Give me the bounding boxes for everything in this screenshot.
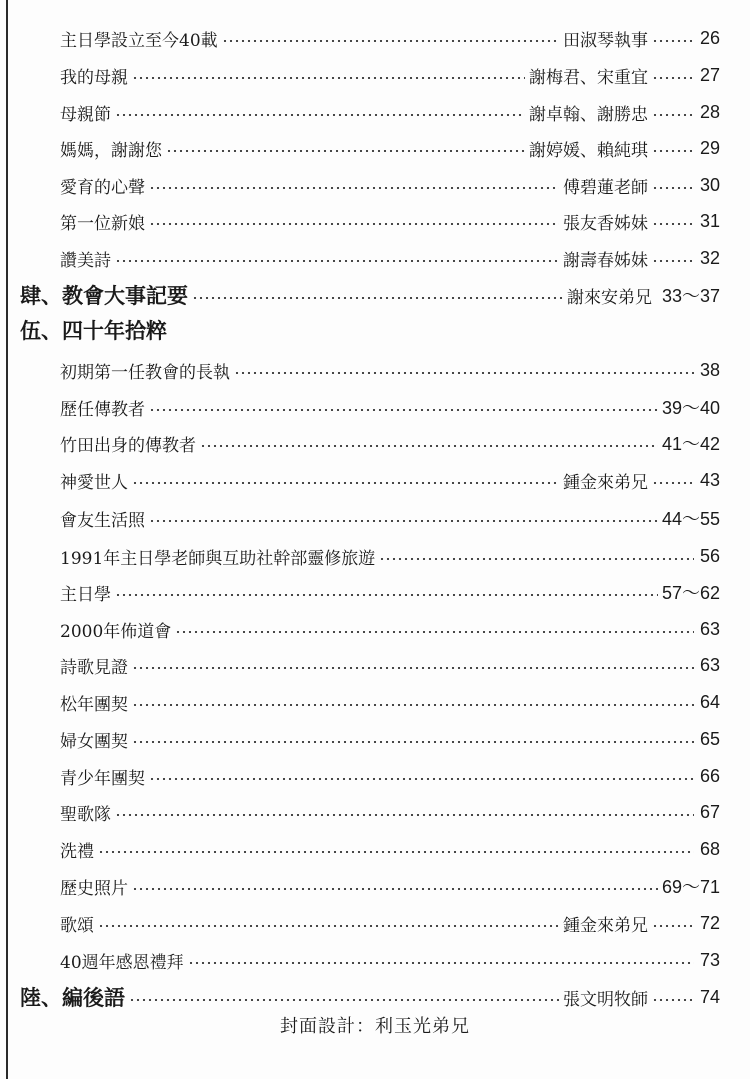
toc-entry-title: 主日學設立至今40載	[60, 30, 218, 51]
dot-leader	[115, 260, 559, 262]
toc-entry-row	[60, 758, 720, 794]
toc-entry-title: 初期第一任教會的長執	[60, 362, 230, 383]
toc-page-number: 57～62	[661, 583, 720, 603]
toc-page-number: 38	[699, 359, 720, 380]
toc-entry-row	[60, 57, 720, 93]
toc-entry-title: 神愛世人	[60, 472, 128, 493]
toc-entry-author: 鍾金來弟兄	[563, 472, 648, 493]
toc-entry-title: 詩歌見證	[60, 657, 128, 678]
toc-entry-row	[60, 500, 720, 536]
toc-entry-row	[60, 94, 720, 130]
toc-entry-author: 張友香姊妹	[563, 213, 648, 234]
dot-leader	[149, 520, 658, 522]
toc-entry-row	[60, 425, 720, 461]
dot-leader	[149, 187, 559, 189]
toc-entry-row	[60, 203, 720, 239]
toc-page-number: 32	[699, 247, 720, 268]
toc-entry-row	[60, 130, 720, 166]
dot-leader	[200, 445, 658, 447]
toc-page-number: 43	[699, 469, 720, 490]
toc-entry-row	[60, 240, 720, 276]
toc-entry-author: 鍾金來弟兄	[563, 915, 648, 936]
toc-entry-row	[60, 868, 720, 904]
dot-leader	[166, 150, 525, 152]
toc-entry-author: 謝梅君、宋重宜	[529, 67, 648, 88]
dot-leader-trailing	[652, 77, 692, 79]
toc-page-number: 72	[699, 912, 720, 933]
toc-section-title: 伍、四十年拾粹	[20, 319, 167, 343]
dot-leader-trailing	[652, 150, 692, 152]
dot-leader	[132, 741, 694, 743]
toc-entry-title: 青少年團契	[60, 768, 145, 789]
toc-entry-title: 母親節	[60, 104, 111, 125]
toc-entry-row	[60, 831, 720, 867]
toc-entry-row	[60, 389, 720, 425]
toc-entry-author: 謝婷媛、賴純琪	[529, 140, 648, 161]
toc-page-number: 28	[699, 101, 720, 122]
toc-page-number: 27	[699, 64, 720, 85]
toc-section-title: 陸、編後語	[20, 986, 125, 1010]
toc-page-number: 33～37	[661, 286, 720, 306]
dot-leader	[98, 851, 694, 853]
toc-page-number: 69～71	[661, 877, 720, 897]
toc-section-row	[20, 277, 720, 313]
dot-leader	[132, 77, 525, 79]
toc-section-title: 肆、教會大事記要	[20, 284, 188, 308]
toc-entry-author: 謝卓翰、謝勝忠	[529, 104, 648, 125]
toc-entry-row	[60, 20, 720, 56]
toc-entry-row	[60, 538, 720, 574]
dot-leader	[115, 114, 525, 116]
dot-leader	[129, 999, 559, 1001]
toc-entry-title: 愛育的心聲	[60, 177, 145, 198]
cover-design-credit: 封面設計：利玉光弟兄	[280, 1016, 470, 1037]
toc-entry-author: 謝來安弟兄	[566, 287, 652, 308]
toc-entry-author: 謝壽春姊妹	[563, 250, 648, 271]
toc-page-number: 73	[699, 949, 720, 970]
dot-leader	[149, 778, 694, 780]
dot-leader	[175, 631, 694, 633]
dot-leader	[132, 704, 694, 706]
toc-page-number: 68	[699, 838, 720, 859]
dot-leader-trailing	[652, 999, 692, 1001]
toc-page-number: 41～42	[661, 434, 720, 454]
toc-entry-row	[60, 684, 720, 720]
toc-page-number: 65	[699, 728, 720, 749]
dot-leader-trailing	[652, 114, 692, 116]
toc-page-number: 39～40	[661, 398, 720, 418]
toc-entry-title: 第一位新娘	[60, 213, 145, 234]
toc-entry-row	[60, 574, 720, 610]
dot-leader	[149, 409, 658, 411]
dot-leader	[222, 40, 559, 42]
dot-leader	[188, 962, 694, 964]
toc-entry-title: 會友生活照	[60, 510, 145, 531]
toc-entry-row	[60, 647, 720, 683]
dot-leader-trailing	[652, 925, 692, 927]
toc-entry-title: 歷任傳教者	[60, 399, 145, 420]
toc-entry-title: 松年團契	[60, 694, 128, 715]
dot-leader	[132, 888, 658, 890]
toc-entry-title: 1991年主日學老師與互助社幹部靈修旅遊	[60, 548, 376, 569]
toc-entry-title: 歷史照片	[60, 878, 128, 899]
dot-leader-trailing	[652, 482, 692, 484]
toc-page-number: 63	[699, 618, 720, 639]
toc-entry-title: 讚美詩	[60, 250, 111, 271]
dot-leader-trailing	[652, 260, 692, 262]
toc-page-number: 30	[699, 174, 720, 195]
toc-entry-title: 主日學	[60, 584, 111, 605]
toc-page-number: 67	[699, 801, 720, 822]
dot-leader	[192, 297, 563, 299]
toc-section-row	[20, 312, 720, 348]
toc-entry-title: 2000年佈道會	[60, 621, 172, 642]
dot-leader	[379, 558, 694, 560]
toc-entry-title: 我的母親	[60, 67, 128, 88]
dot-leader	[149, 223, 559, 225]
toc-section-row	[20, 979, 720, 1015]
toc-entry-row	[60, 352, 720, 388]
toc-entry-row	[60, 462, 720, 498]
dot-leader	[115, 594, 658, 596]
dot-leader	[98, 925, 559, 927]
toc-page-number: 64	[699, 691, 720, 712]
toc-page-number: 31	[699, 210, 720, 231]
dot-leader	[132, 667, 694, 669]
toc-entry-title: 洗禮	[60, 841, 94, 862]
toc-entry-title: 婦女團契	[60, 731, 128, 752]
toc-page-number: 74	[699, 986, 720, 1007]
toc-entry-author: 田淑琴執事	[563, 30, 648, 51]
toc-entry-title: 40週年感恩禮拜	[60, 952, 184, 973]
toc-entry-row	[60, 721, 720, 757]
toc-entry-row	[60, 611, 720, 647]
toc-page-number: 66	[699, 765, 720, 786]
toc-entry-title: 媽媽，謝謝您	[60, 140, 162, 161]
dot-leader	[132, 482, 559, 484]
dot-leader-trailing	[652, 187, 692, 189]
toc-page-number: 26	[699, 27, 720, 48]
toc-entry-row	[60, 167, 720, 203]
toc-page-number: 63	[699, 654, 720, 675]
toc-entry-author: 傅碧蓮老師	[563, 177, 648, 198]
dot-leader	[234, 372, 694, 374]
toc-entry-title: 歌頌	[60, 915, 94, 936]
toc-page-number: 44～55	[661, 509, 720, 529]
toc-entry-row	[60, 905, 720, 941]
toc-page-number: 56	[699, 545, 720, 566]
toc-entry-title: 聖歌隊	[60, 804, 111, 825]
toc-entry-row	[60, 942, 720, 978]
dot-leader-trailing	[652, 223, 692, 225]
toc-entry-title: 竹田出身的傳教者	[60, 435, 196, 456]
dot-leader-trailing	[652, 40, 692, 42]
toc-entry-row	[60, 794, 720, 830]
dot-leader	[115, 814, 694, 816]
toc-entry-author: 張文明牧師	[563, 989, 648, 1010]
toc-page-number: 29	[699, 137, 720, 158]
